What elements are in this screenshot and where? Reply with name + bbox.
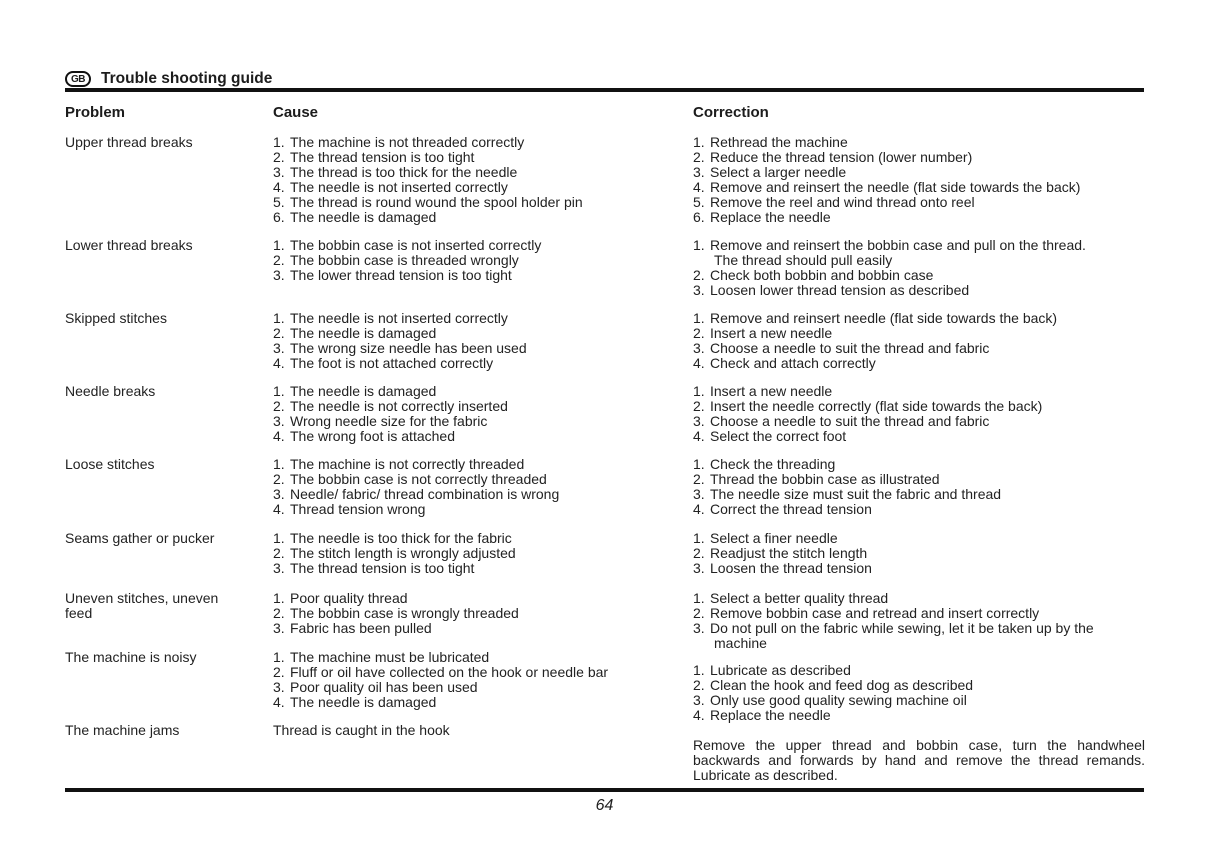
item-text: Select a finer needle xyxy=(710,530,838,546)
cause-item xyxy=(273,210,683,225)
item-number: 4. xyxy=(273,428,285,444)
cause-item xyxy=(273,695,683,710)
item-number: 3. xyxy=(693,620,705,636)
item-number: 2. xyxy=(693,677,705,693)
cause-item xyxy=(273,150,683,165)
item-text: The bobbin case is threaded wrongly xyxy=(290,252,519,268)
correction-item xyxy=(693,356,1145,371)
item-text: The needle is damaged xyxy=(290,325,437,341)
item-text: The thread is round wound the spool holder pin xyxy=(290,194,583,210)
cause-item xyxy=(273,487,683,502)
correction-item xyxy=(693,283,1145,298)
problem-cell xyxy=(65,531,255,546)
correction-item xyxy=(693,693,1145,708)
correction-cell xyxy=(693,135,1145,225)
item-number: 3. xyxy=(273,340,285,356)
item-text: The bobbin case is not correctly threaded xyxy=(290,471,547,487)
item-number: 2. xyxy=(273,149,285,165)
cause-cell xyxy=(273,650,683,710)
correction-item xyxy=(693,487,1145,502)
item-text: The thread tension is too tight xyxy=(290,149,475,165)
item-number: 1. xyxy=(273,310,285,326)
problem-cell xyxy=(65,311,255,326)
correction-cell xyxy=(693,738,1145,783)
cause-item xyxy=(273,621,683,636)
cause-cell xyxy=(273,384,683,444)
page-number: 64 xyxy=(595,797,614,814)
correction-cell xyxy=(693,238,1145,298)
item-number: 3. xyxy=(693,164,705,180)
cause-item xyxy=(273,429,683,444)
item-number: 4. xyxy=(273,501,285,517)
correction-item xyxy=(693,165,1145,180)
item-text: Loosen lower thread tension as described xyxy=(710,282,970,298)
correction-cell xyxy=(693,384,1145,444)
problem-cell xyxy=(65,384,255,399)
correction-item xyxy=(693,135,1145,150)
cause-item xyxy=(273,606,683,621)
item-text: Remove and reinsert the bobbin case and pull on the thread. xyxy=(710,237,1086,253)
item-text: Remove the reel and wind thread onto reel xyxy=(710,194,975,210)
item-number: 2. xyxy=(273,325,285,341)
item-number: 3. xyxy=(693,486,705,502)
correction-cell xyxy=(693,531,1145,576)
correction-item xyxy=(693,180,1145,195)
correction-cell xyxy=(693,663,1145,723)
item-text: Poor quality thread xyxy=(290,590,408,606)
cause-item xyxy=(273,180,683,195)
item-number: 5. xyxy=(273,194,285,210)
item-number: 3. xyxy=(273,620,285,636)
item-text: Only use good quality sewing machine oil xyxy=(710,692,967,708)
item-number: 4. xyxy=(693,179,705,195)
item-text: Loosen the thread tension xyxy=(710,560,872,576)
cause-item xyxy=(273,341,683,356)
item-text: Check and attach correctly xyxy=(710,355,876,371)
problem-cell xyxy=(65,457,255,472)
cause-item xyxy=(273,472,683,487)
item-text: The lower thread tension is too tight xyxy=(290,267,512,283)
cause-cell xyxy=(273,457,683,517)
correction-cell xyxy=(693,591,1145,651)
problem-text: feed xyxy=(65,605,93,621)
correction-list xyxy=(693,738,1145,783)
column-header-problem: Problem xyxy=(65,104,126,121)
item-text: Thread tension wrong xyxy=(290,501,426,517)
item-text: Check both bobbin and bobbin case xyxy=(710,267,934,283)
problem-text: Skipped stitches xyxy=(65,310,167,326)
problem-text: Seams gather or pucker xyxy=(65,530,215,546)
cause-item xyxy=(273,268,683,283)
cause-item xyxy=(273,561,683,576)
item-text: Rethread the machine xyxy=(710,134,848,150)
item-text: Replace the needle xyxy=(710,707,831,723)
item-number: 4. xyxy=(273,694,285,710)
item-number: 2. xyxy=(273,664,285,680)
item-text: The machine is not threaded correctly xyxy=(290,134,525,150)
problem-cell xyxy=(65,238,255,253)
item-text: The thread tension is too tight xyxy=(290,560,475,576)
bottom-divider xyxy=(65,788,1144,792)
item-number: 6. xyxy=(273,209,285,225)
item-number: 2. xyxy=(273,471,285,487)
problem-text: Lower thread breaks xyxy=(65,237,193,253)
cause-item xyxy=(273,546,683,561)
item-text: The stitch length is wrongly adjusted xyxy=(290,545,516,561)
correction-list xyxy=(693,384,1145,444)
correction-item xyxy=(693,561,1145,576)
correction-item xyxy=(693,326,1145,341)
cause-item xyxy=(273,457,683,472)
item-number: 2. xyxy=(273,398,285,414)
item-number: 3. xyxy=(273,164,285,180)
column-header-cause: Cause xyxy=(273,104,319,121)
cause-list xyxy=(273,135,683,225)
correction-item xyxy=(693,531,1145,546)
item-text: The bobbin case is wrongly threaded xyxy=(290,605,519,621)
item-text: Wrong needle size for the fabric xyxy=(290,413,488,429)
item-text: Insert a new needle xyxy=(710,383,833,399)
problem-text: The machine is noisy xyxy=(65,649,197,665)
item-text: The bobbin case is not inserted correctly xyxy=(290,237,542,253)
problem-cell xyxy=(65,723,255,738)
correction-item xyxy=(693,591,1145,606)
item-text: Poor quality oil has been used xyxy=(290,679,478,695)
cause-list xyxy=(273,238,683,283)
item-number: 4. xyxy=(273,179,285,195)
item-text: Select a better quality thread xyxy=(710,590,889,606)
correction-item xyxy=(693,399,1145,414)
item-number: 2. xyxy=(273,545,285,561)
item-number: 4. xyxy=(273,355,285,371)
item-number: 1. xyxy=(693,310,705,326)
item-text: Choose a needle to suit the thread and fabric xyxy=(710,413,990,429)
cause-item xyxy=(273,414,683,429)
cause-item: Thread is caught in the hook xyxy=(273,722,450,738)
cause-item xyxy=(273,665,683,680)
correction-list xyxy=(693,531,1145,576)
item-number: 1. xyxy=(693,590,705,606)
item-text: The wrong foot is attached xyxy=(290,428,455,444)
item-text: Insert a new needle xyxy=(710,325,833,341)
cause-item xyxy=(273,326,683,341)
cause-item xyxy=(273,311,683,326)
cause-item xyxy=(273,399,683,414)
cause-cell xyxy=(273,723,683,738)
item-text: The needle is not correctly inserted xyxy=(290,398,508,414)
correction-item xyxy=(693,150,1145,165)
item-text: Fluff or oil have collected on the hook or needle bar xyxy=(290,664,609,680)
cause-cell xyxy=(273,238,683,283)
column-header-correction: Correction xyxy=(693,104,769,121)
item-text: Insert the needle correctly (flat side towards the back) xyxy=(710,398,1043,414)
item-text: Select the correct foot xyxy=(710,428,847,444)
cause-item xyxy=(273,195,683,210)
item-text: The thread is too thick for the needle xyxy=(290,164,518,180)
item-number: 2. xyxy=(693,545,705,561)
correction-item xyxy=(693,341,1145,356)
problem-cell xyxy=(65,135,255,150)
item-text: The needle is not inserted correctly xyxy=(290,179,508,195)
cause-item xyxy=(273,165,683,180)
cause-item xyxy=(273,384,683,399)
cause-cell xyxy=(273,135,683,225)
item-text: Needle/ fabric/ thread combination is wrong xyxy=(290,486,560,502)
item-text: The needle is damaged xyxy=(290,209,437,225)
cause-item xyxy=(273,502,683,517)
item-number: 2. xyxy=(273,605,285,621)
item-text: The needle is damaged xyxy=(290,694,437,710)
item-number: 3. xyxy=(693,340,705,356)
correction-item xyxy=(693,457,1145,472)
correction-list xyxy=(693,591,1145,651)
item-number: 2. xyxy=(693,605,705,621)
correction-item xyxy=(693,268,1145,283)
item-number: 2. xyxy=(693,471,705,487)
item-text: Replace the needle xyxy=(710,209,831,225)
cause-item xyxy=(273,591,683,606)
correction-item xyxy=(693,621,1145,636)
item-number: 2. xyxy=(693,325,705,341)
item-number: 1. xyxy=(273,237,285,253)
item-number: 3. xyxy=(693,692,705,708)
item-number: 3. xyxy=(693,560,705,576)
correction-list xyxy=(693,663,1145,723)
item-text: Correct the thread tension xyxy=(710,501,872,517)
correction-item xyxy=(693,678,1145,693)
cause-item xyxy=(273,650,683,665)
item-number: 1. xyxy=(273,134,285,150)
item-text: The needle is too thick for the fabric xyxy=(290,530,512,546)
item-number: 4. xyxy=(693,501,705,517)
top-divider xyxy=(65,88,1144,92)
item-number: 1. xyxy=(273,649,285,665)
page-title: Trouble shooting guide xyxy=(101,70,273,87)
correction-item xyxy=(693,384,1145,399)
item-number: 2. xyxy=(693,398,705,414)
cause-item xyxy=(273,253,683,268)
item-text: Check the threading xyxy=(710,456,836,472)
cause-item xyxy=(273,135,683,150)
item-number: 1. xyxy=(693,237,705,253)
item-text: The needle is damaged xyxy=(290,383,437,399)
correction-item xyxy=(693,429,1145,444)
item-number: 1. xyxy=(693,662,705,678)
item-text: Choose a needle to suit the thread and fabric xyxy=(710,340,990,356)
correction-list xyxy=(693,238,1145,298)
problem-text: Needle breaks xyxy=(65,383,156,399)
item-number: 3. xyxy=(273,413,285,429)
correction-item xyxy=(693,195,1145,210)
item-text: Do not pull on the fabric while sewing, let it be taken up by the xyxy=(710,620,1094,636)
correction-item xyxy=(693,472,1145,487)
item-number: 1. xyxy=(273,383,285,399)
correction-list xyxy=(693,135,1145,225)
problem-cell xyxy=(65,591,255,621)
cause-list xyxy=(273,531,683,576)
correction-cell xyxy=(693,457,1145,517)
problem-cell xyxy=(65,650,255,665)
item-number: 6. xyxy=(693,209,705,225)
cause-list xyxy=(273,591,683,636)
item-text: Lubricate as described xyxy=(710,662,851,678)
item-number: 3. xyxy=(273,267,285,283)
item-number: 1. xyxy=(273,530,285,546)
correction-item: Remove the upper thread and bobbin case, turn the handwheel backwards and forwards by hand and remove the thread remands. Lubricate as described. xyxy=(693,737,1145,783)
correction-list xyxy=(693,311,1145,371)
item-text: The needle is not inserted correctly xyxy=(290,310,508,326)
correction-item xyxy=(693,311,1145,326)
item-number: 4. xyxy=(693,428,705,444)
item-number: 4. xyxy=(693,355,705,371)
cause-cell xyxy=(273,311,683,371)
item-number: 3. xyxy=(693,282,705,298)
problem-text: The machine jams xyxy=(65,722,180,738)
item-number: 2. xyxy=(693,267,705,283)
cause-list xyxy=(273,384,683,444)
correction-item xyxy=(693,238,1145,253)
cause-item xyxy=(273,238,683,253)
correction-item xyxy=(693,414,1145,429)
item-text: The needle size must suit the fabric and thread xyxy=(710,486,1002,502)
problem-text: Loose stitches xyxy=(65,456,155,472)
item-text: The machine must be lubricated xyxy=(290,649,490,665)
item-number: 1. xyxy=(693,134,705,150)
item-text: Clean the hook and feed dog as described xyxy=(710,677,974,693)
item-text: The machine is not correctly threaded xyxy=(290,456,525,472)
item-number: 3. xyxy=(273,486,285,502)
cause-list xyxy=(273,723,683,738)
item-text: Reduce the thread tension (lower number) xyxy=(710,149,973,165)
item-text: Fabric has been pulled xyxy=(290,620,432,636)
cause-item xyxy=(273,531,683,546)
item-number: 1. xyxy=(273,590,285,606)
item-number: 1. xyxy=(693,456,705,472)
item-text: Remove and reinsert the needle (flat side towards the back) xyxy=(710,179,1081,195)
item-text: Readjust the stitch length xyxy=(710,545,868,561)
item-number: 1. xyxy=(693,530,705,546)
item-text: Thread the bobbin case as illustrated xyxy=(710,471,940,487)
item-text: The wrong size needle has been used xyxy=(290,340,527,356)
page-header xyxy=(65,68,272,90)
correction-item: The thread should pull easily xyxy=(714,252,893,268)
item-number: 1. xyxy=(273,456,285,472)
problem-text: Upper thread breaks xyxy=(65,134,193,150)
cause-list xyxy=(273,457,683,517)
item-number: 3. xyxy=(273,560,285,576)
correction-item xyxy=(693,546,1145,561)
item-text: Remove bobbin case and retread and insert correctly xyxy=(710,605,1040,621)
item-text: The foot is not attached correctly xyxy=(290,355,494,371)
correction-item: machine xyxy=(714,635,767,651)
item-number: 1. xyxy=(693,383,705,399)
cause-item xyxy=(273,356,683,371)
item-number: 2. xyxy=(693,149,705,165)
item-text: Remove and reinsert needle (flat side towards the back) xyxy=(710,310,1058,326)
correction-item xyxy=(693,708,1145,723)
correction-item xyxy=(693,606,1145,621)
item-number: 5. xyxy=(693,194,705,210)
problem-text: Uneven stitches, uneven xyxy=(65,590,219,606)
correction-item xyxy=(693,210,1145,225)
correction-item xyxy=(693,663,1145,678)
correction-list xyxy=(693,457,1145,517)
correction-item xyxy=(693,502,1145,517)
cause-item xyxy=(273,680,683,695)
item-number: 3. xyxy=(693,413,705,429)
item-text: Select a larger needle xyxy=(710,164,847,180)
correction-cell xyxy=(693,311,1145,371)
cause-list xyxy=(273,650,683,710)
cause-cell xyxy=(273,531,683,576)
gb-language-badge-icon: GB xyxy=(65,71,91,87)
item-number: 4. xyxy=(693,707,705,723)
item-number: 3. xyxy=(273,679,285,695)
item-number: 2. xyxy=(273,252,285,268)
cause-list xyxy=(273,311,683,371)
cause-cell xyxy=(273,591,683,636)
